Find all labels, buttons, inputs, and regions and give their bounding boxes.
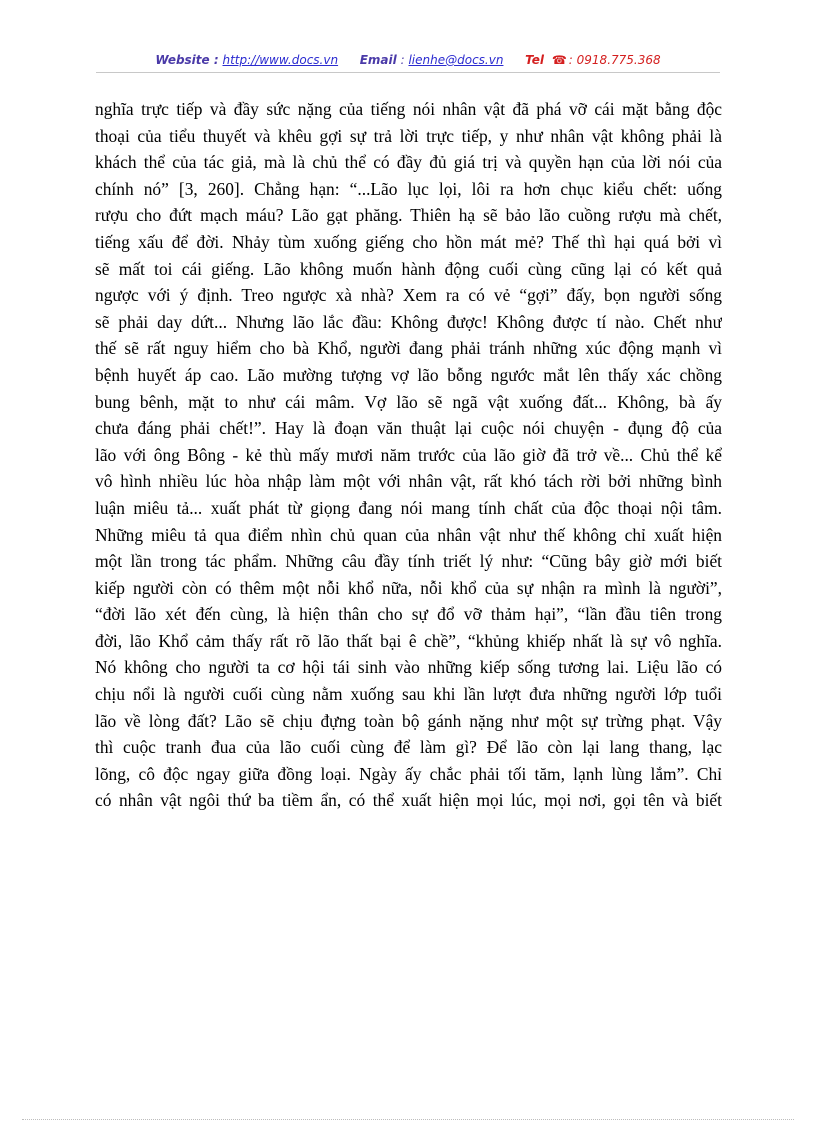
text-line bbox=[95, 761, 722, 788]
tel-separator: : bbox=[568, 53, 573, 67]
tel-number: 0918.775.368 bbox=[576, 53, 661, 67]
email-label: Email bbox=[359, 53, 397, 67]
footer-divider bbox=[22, 1119, 794, 1120]
text-line-content: “đời lão xét đến cùng, là hiện thân cho sự đổ vỡ thảm hại”, “lần đầu tiên trong bbox=[95, 604, 722, 625]
text-line bbox=[95, 282, 722, 309]
text-line-content: vô hình nhiều lúc hòa nhập làm một với nhân vật, rất khó tách rời bởi những bình bbox=[95, 471, 722, 492]
text-line-content: lão với ông Bông - kẻ thù mấy mươi năm trước của lão giờ đã trở về... Chủ thể kể bbox=[95, 444, 722, 465]
text-line-content: Những miêu tả qua điểm nhìn chủ quan của nhân vật như thế không chỉ xuất hiện bbox=[95, 524, 722, 545]
text-line-content: ngược với ý định. Treo ngược xà nhà? Xem ra có vẻ “gợi” đấy, bọn người sống bbox=[95, 285, 722, 306]
text-line-content: một lần trong tác phẩm. Những câu đầy tính triết lý như: “Cũng bây giờ mới biết bbox=[95, 551, 722, 572]
text-line bbox=[95, 96, 722, 123]
text-line bbox=[95, 335, 722, 362]
text-line bbox=[95, 548, 722, 575]
text-line-content: chịu nổi là người cuối cùng nằm xuống sau khi lần lượt đưa những người lớp tuổi bbox=[95, 684, 722, 705]
text-line-content: bung bênh, mặt to như cái mâm. Vợ lão sẽ ngã vật xuống đất... Không, bà ấy bbox=[95, 391, 722, 412]
body-text bbox=[95, 96, 722, 814]
email-link[interactable]: lienhe@docs.vn bbox=[408, 53, 504, 67]
text-line-content: tiếng xấu để đời. Nhảy tùm xuống giếng cho hồn mát mẻ? Thế thì hại quá bởi vì bbox=[95, 231, 722, 252]
text-line bbox=[95, 149, 722, 176]
text-line bbox=[95, 495, 722, 522]
tel-label: Tel bbox=[525, 53, 544, 67]
text-line bbox=[95, 734, 722, 761]
text-line bbox=[95, 654, 722, 681]
text-line bbox=[95, 628, 722, 655]
text-line bbox=[95, 176, 722, 203]
text-line bbox=[95, 123, 722, 150]
text-line-content: bệnh huyết áp cao. Lão mường tượng vợ lão bỗng ngước mắt lên thấy xác chồng bbox=[95, 364, 722, 385]
text-line bbox=[95, 362, 722, 389]
text-line-content: luận miêu tả... xuất phát từ giọng đang nói mang tính chất của độc thoại nội tâm. bbox=[95, 497, 722, 518]
telephone-icon: ☎ bbox=[551, 53, 567, 67]
text-line-content: lão về lòng đất? Lão sẽ chịu đựng toàn bộ gánh nặng như một sự trừng phạt. Vậy bbox=[95, 710, 722, 731]
website-label: Website : bbox=[155, 53, 219, 67]
text-line-content: nghĩa trực tiếp và đầy sức nặng của tiếng nói nhân vật đã phá vỡ cái mặt bằng độc bbox=[95, 99, 722, 119]
text-line-content: có nhân vật ngôi thứ ba tiềm ẩn, có thể xuất hiện mọi lúc, mọi nơi, gọi tên và biết bbox=[95, 790, 722, 811]
page-header bbox=[0, 52, 816, 68]
text-line bbox=[95, 202, 722, 229]
text-line bbox=[95, 256, 722, 283]
text-line bbox=[95, 309, 722, 336]
text-line-content: thoại của tiểu thuyết và khêu gợi sự trả lời trực tiếp, y như nhân vật không phải là bbox=[95, 125, 722, 146]
text-line-content: chưa đáng phải chết!”. Hay là đoạn văn thuật lại cuộc nói chuyện - đụng độ của bbox=[95, 418, 722, 439]
text-line bbox=[95, 601, 722, 628]
text-line-content: đời, lão Khổ cảm thấy rất rõ lão thất bại ê chề”, “khủng khiếp nhất là sự vô nghĩa. bbox=[95, 630, 722, 651]
text-line-content: sẽ phải day dứt... Nhưng lão lắc đầu: Không được! Không được tí nào. Chết như bbox=[95, 311, 722, 332]
text-line-content: rượu cho đứt mạch máu? Lão gạt phăng. Thiên hạ sẽ bảo lão cuồng rượu mà chết, bbox=[95, 205, 722, 226]
text-line bbox=[95, 787, 722, 814]
text-line bbox=[95, 415, 722, 442]
header-divider bbox=[96, 72, 720, 73]
text-line-content: Nó không cho người ta cơ hội tái sinh vào những kiếp sống tương lai. Liệu lão có bbox=[95, 657, 722, 678]
text-line bbox=[95, 229, 722, 256]
text-line bbox=[95, 389, 722, 416]
email-separator: : bbox=[400, 53, 405, 67]
text-line-content: thế sẽ rất nguy hiểm cho bà Khổ, người đang phải tránh những xúc động mạnh vì bbox=[95, 338, 722, 359]
text-line bbox=[95, 522, 722, 549]
text-line bbox=[95, 681, 722, 708]
text-line bbox=[95, 468, 722, 495]
text-line bbox=[95, 575, 722, 602]
text-line-content: khách thể của tác giả, mà là chủ thể có đầy đủ giá trị và quyền hạn của lời nói của bbox=[95, 152, 722, 173]
text-line-content: thì cuộc tranh đua của lão cuối cùng để làm gì? Để lão còn lại lang thang, lạc bbox=[95, 737, 722, 758]
text-line-content: kiếp người còn có thêm một nỗi khổ nữa, nỗi khổ của sự nhận ra mình là người”, bbox=[95, 577, 722, 598]
text-line bbox=[95, 708, 722, 735]
text-line-content: lõng, cô độc ngay giữa đồng loại. Ngày ấy chắc phải tối tăm, lạnh lùng lắm”. Chỉ bbox=[95, 763, 722, 784]
text-line bbox=[95, 442, 722, 469]
website-link[interactable]: http://www.docs.vn bbox=[222, 53, 339, 67]
text-line-content: sẽ mất toi cái giếng. Lão không muốn hành động cuối cùng cũng lại có kết quả bbox=[95, 258, 722, 279]
text-line-content: chính nó” [3, 260]. Chẳng hạn: “...Lão lục lọi, lôi ra hơn chục kiểu chết: uống bbox=[95, 178, 722, 199]
